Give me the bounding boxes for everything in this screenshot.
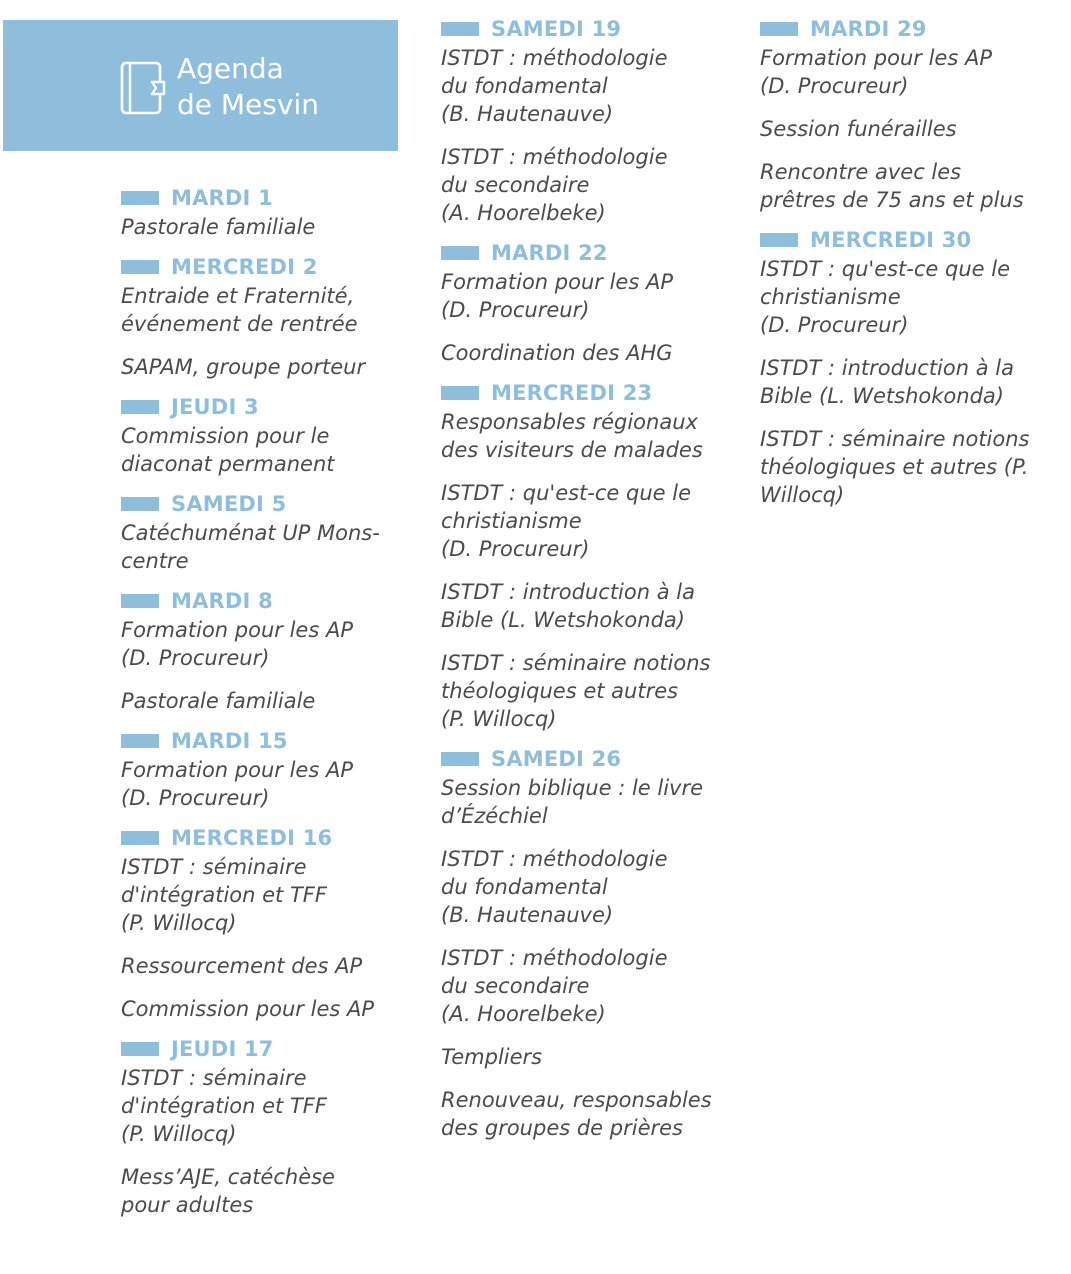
- agenda-event: ISTDT : méthodologie du fondamental (B. Hautenauve): [441, 847, 668, 927]
- agenda-event: ISTDT : introduction à la Bible (L. Wetshokonda): [760, 356, 1014, 408]
- day-heading: [121, 726, 421, 756]
- day-marker-bar: [121, 191, 159, 205]
- day-marker-bar: [441, 752, 479, 766]
- agenda-day: [760, 225, 1065, 509]
- agenda-event: ISTDT : séminaire d'intégration et TFF (P. Willocq): [121, 1066, 327, 1146]
- day-label: JEUDI 17: [171, 1037, 274, 1061]
- agenda-event: Ressourcement des AP: [121, 954, 363, 978]
- agenda-event: Formation pour les AP (D. Procureur): [121, 758, 353, 810]
- day-label: MERCREDI 16: [171, 826, 333, 850]
- agenda-title-line1: Agenda: [177, 52, 284, 85]
- agenda-day: [121, 489, 421, 575]
- agenda-event: Pastorale familiale: [121, 689, 316, 713]
- day-label: MERCREDI 23: [491, 381, 653, 405]
- agenda-event: SAPAM, groupe porteur: [121, 355, 366, 379]
- agenda-event: ISTDT : séminaire notions théologiques et autres (P. Willocq): [441, 651, 711, 731]
- agenda-column-3: [760, 14, 1065, 520]
- day-heading: [441, 378, 751, 408]
- agenda-event: ISTDT : méthodologie du fondamental (B. Hautenauve): [441, 46, 668, 126]
- agenda-day: [121, 1034, 421, 1219]
- agenda-event: Formation pour les AP (D. Procureur): [441, 270, 673, 322]
- agenda-event: Responsables régionaux des visiteurs de malades: [441, 410, 703, 462]
- day-marker-bar: [121, 734, 159, 748]
- day-label: JEUDI 3: [171, 395, 259, 419]
- agenda-event: Entraide et Fraternité, événement de rentrée: [121, 284, 358, 336]
- agenda-event: Templiers: [441, 1045, 543, 1069]
- agenda-day: [441, 14, 751, 227]
- day-heading: [121, 1034, 421, 1064]
- day-marker-bar: [121, 1042, 159, 1056]
- day-marker-bar: [760, 22, 798, 36]
- day-marker-bar: [121, 831, 159, 845]
- day-label: MARDI 29: [810, 17, 927, 41]
- agenda-event: Rencontre avec les prêtres de 75 ans et plus: [760, 160, 1024, 212]
- day-label: MARDI 8: [171, 589, 273, 613]
- day-marker-bar: [760, 233, 798, 247]
- agenda-day: [760, 14, 1065, 214]
- day-heading: [760, 225, 1065, 255]
- agenda-event: ISTDT : introduction à la Bible (L. Wetshokonda): [441, 580, 695, 632]
- day-marker-bar: [121, 260, 159, 274]
- day-marker-bar: [121, 497, 159, 511]
- day-heading: [441, 744, 751, 774]
- agenda-event: Formation pour les AP (D. Procureur): [121, 618, 353, 670]
- day-label: MERCREDI 2: [171, 255, 318, 279]
- day-label: MARDI 1: [171, 186, 273, 210]
- agenda-day: [121, 586, 421, 715]
- agenda-event: ISTDT : séminaire notions théologiques et autres (P. Willocq): [760, 427, 1030, 507]
- day-label: SAMEDI 5: [171, 492, 287, 516]
- agenda-event: Commission pour le diaconat permanent: [121, 424, 335, 476]
- day-marker-bar: [441, 246, 479, 260]
- agenda-title-line2: de Mesvin: [177, 88, 319, 121]
- agenda-event: Mess’AJE, catéchèse pour adultes: [121, 1165, 335, 1217]
- day-heading: [121, 586, 421, 616]
- day-label: SAMEDI 19: [491, 17, 622, 41]
- day-marker-bar: [121, 594, 159, 608]
- agenda-day: [121, 392, 421, 478]
- day-heading: [121, 252, 421, 282]
- day-label: SAMEDI 26: [491, 747, 622, 771]
- agenda-event: Commission pour les AP: [121, 997, 375, 1021]
- day-heading: [121, 489, 421, 519]
- day-heading: [121, 183, 421, 213]
- agenda-event: Renouveau, responsables des groupes de prières: [441, 1088, 712, 1140]
- agenda-event: Formation pour les AP (D. Procureur): [760, 46, 992, 98]
- agenda-day: [121, 183, 421, 241]
- agenda-day: [441, 378, 751, 733]
- day-heading: [441, 238, 751, 268]
- agenda-title: [177, 51, 319, 123]
- agenda-day: [441, 238, 751, 367]
- agenda-event: Coordination des AHG: [441, 341, 673, 365]
- day-marker-bar: [441, 22, 479, 36]
- agenda-column-1: [121, 183, 421, 1230]
- day-label: MERCREDI 30: [810, 228, 972, 252]
- agenda-event: ISTDT : séminaire d'intégration et TFF (P. Willocq): [121, 855, 327, 935]
- agenda-event: ISTDT : qu'est-ce que le christianisme (D. Procureur): [441, 481, 691, 561]
- day-marker-bar: [441, 386, 479, 400]
- day-marker-bar: [121, 400, 159, 414]
- day-label: MARDI 22: [491, 241, 608, 265]
- agenda-day: [121, 823, 421, 1023]
- agenda-column-2: [441, 14, 751, 1153]
- agenda-day: [121, 252, 421, 381]
- agenda-day: [441, 744, 751, 1142]
- agenda-event: ISTDT : méthodologie du secondaire (A. Hoorelbeke): [441, 946, 668, 1026]
- day-heading: [121, 823, 421, 853]
- day-heading: [441, 14, 751, 44]
- agenda-event: Session biblique : le livre d’Ézéchiel: [441, 776, 704, 828]
- agenda-event: ISTDT : qu'est-ce que le christianisme (D. Procureur): [760, 257, 1010, 337]
- day-heading: [760, 14, 1065, 44]
- agenda-event: Session funérailles: [760, 117, 957, 141]
- day-heading: [121, 392, 421, 422]
- day-label: MARDI 15: [171, 729, 288, 753]
- agenda-event: Pastorale familiale: [121, 215, 316, 239]
- notebook-icon: [118, 60, 168, 116]
- agenda-event: ISTDT : méthodologie du secondaire (A. Hoorelbeke): [441, 145, 668, 225]
- agenda-day: [121, 726, 421, 812]
- agenda-event: Catéchuménat UP Mons- centre: [121, 521, 380, 573]
